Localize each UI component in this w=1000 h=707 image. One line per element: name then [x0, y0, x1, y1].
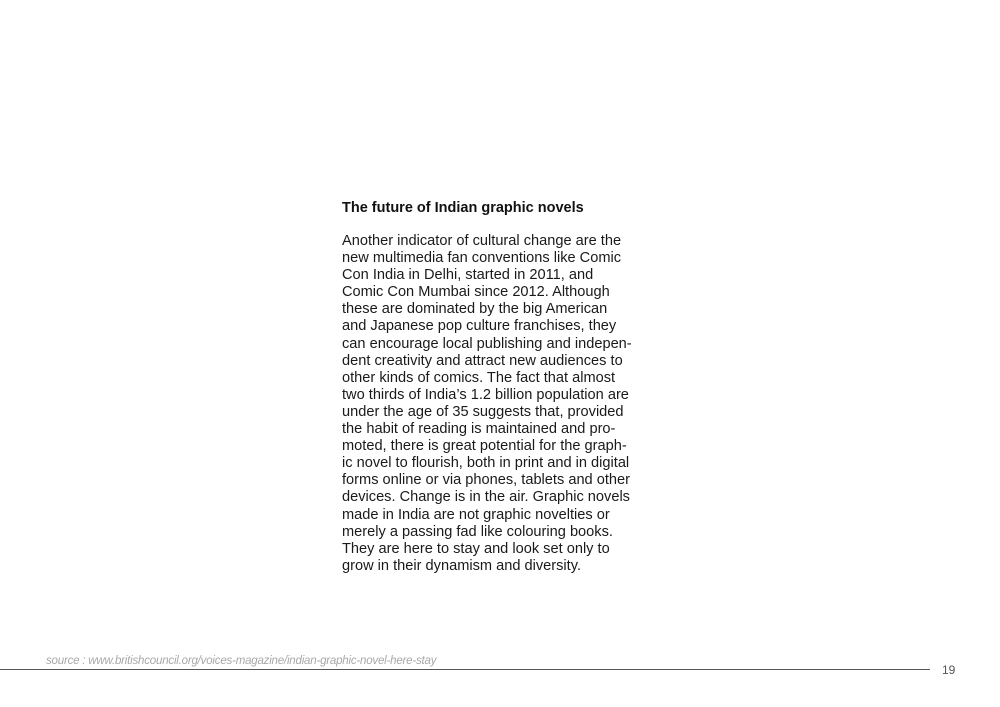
body-line: grow in their dynamism and diversity. [342, 557, 581, 574]
footer-divider [0, 669, 930, 670]
article-title: The future of Indian graphic novels [342, 200, 584, 216]
body-line: two thirds of India’s 1.2 billion population are [342, 386, 629, 403]
body-line: made in India are not graphic novelties or [342, 506, 610, 523]
body-line: under the age of 35 suggests that, provided [342, 403, 624, 420]
body-line: Comic Con Mumbai since 2012. Although [342, 284, 610, 301]
body-line: Con India in Delhi, started in 2011, and [342, 267, 594, 284]
body-line: They are here to stay and look set only to [342, 540, 610, 557]
body-line: the habit of reading is maintained and pro- [342, 421, 616, 438]
article [342, 199, 634, 575]
source-citation: source : www.britishcouncil.org/voices-magazine/indian-graphic-novel-here-stay [46, 655, 437, 667]
page-number: 19 [942, 663, 956, 677]
body-line: and Japanese pop culture franchises, they [342, 318, 617, 335]
body-line: ic novel to flourish, both in print and in digital [342, 455, 630, 472]
body-line: moted, there is great potential for the graph- [342, 438, 627, 455]
body-line: these are dominated by the big American [342, 301, 608, 318]
body-line: merely a passing fad like colouring books. [342, 523, 613, 540]
body-line: Another indicator of cultural change are the [342, 233, 622, 249]
body-line: forms online or via phones, tablets and other [342, 472, 630, 489]
body-line: new multimedia fan conventions like Comic [342, 250, 622, 267]
body-line: other kinds of comics. The fact that almost [342, 369, 616, 386]
article-body [342, 233, 634, 575]
body-line: devices. Change is in the air. Graphic novels [342, 489, 630, 506]
body-line: can encourage local publishing and indepen- [342, 335, 632, 352]
body-line: dent creativity and attract new audiences to [342, 352, 623, 369]
